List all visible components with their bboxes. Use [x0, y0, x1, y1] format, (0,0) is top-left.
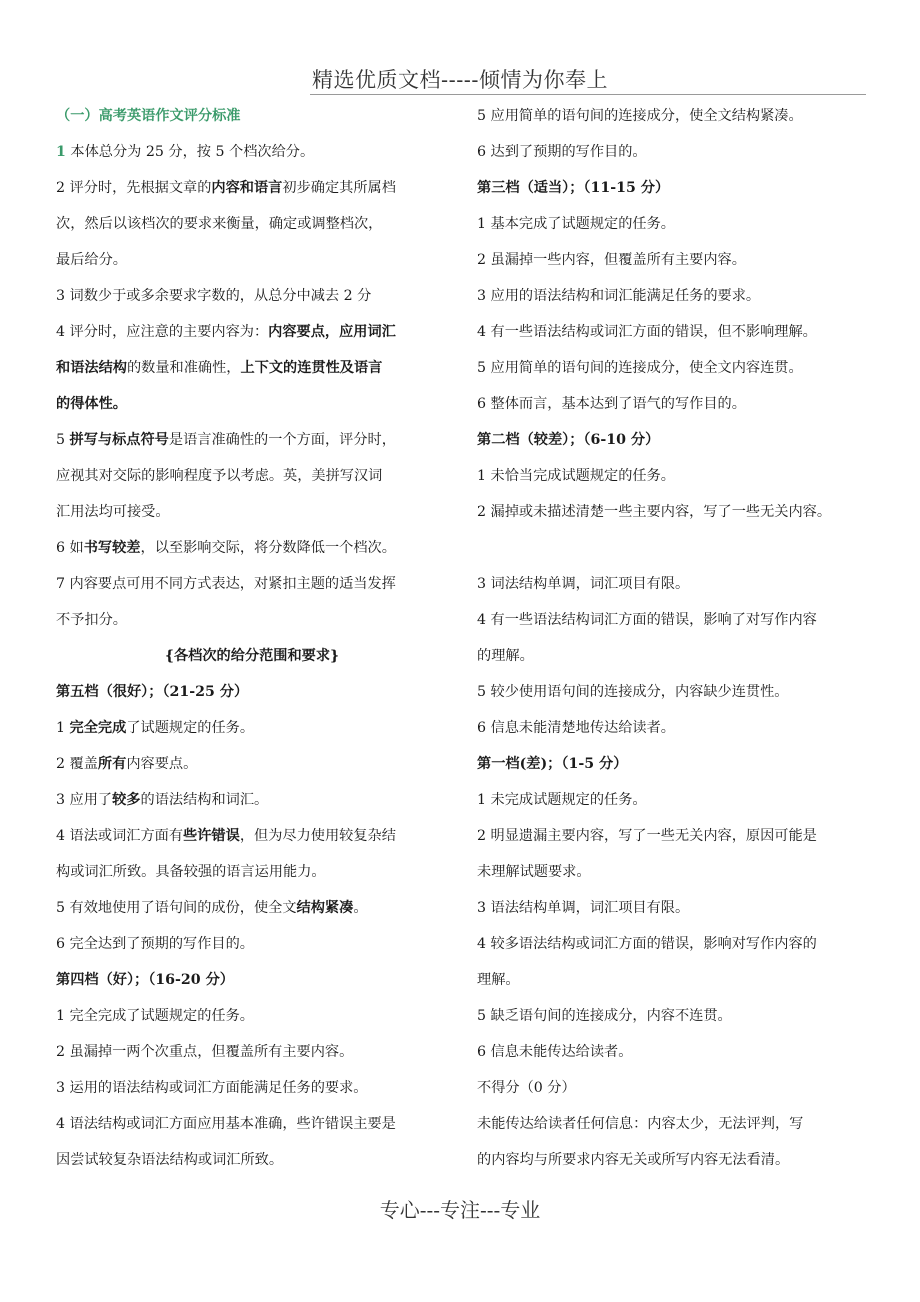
- emphasis-text: 内容和语言: [211, 180, 283, 196]
- emphasis-text: 拼写与标点符号: [69, 432, 169, 448]
- criteria-line: 1 完全完成了试题规定的任务。: [56, 1008, 254, 1024]
- rule-text: 是语言准确性的一个方面，评分时，: [168, 432, 396, 448]
- emphasis-text: 上下文的连贯性及语言: [240, 360, 383, 376]
- criteria-line: 未理解试题要求。: [477, 864, 591, 880]
- emphasis-text: 完全完成: [69, 720, 127, 736]
- rule-line: [56, 422, 448, 458]
- criteria-line: 6 信息未能传达给读者。: [477, 1044, 633, 1060]
- criteria-line: 理解。: [477, 972, 520, 988]
- rule-line: 应视其对交际的影响程度予以考虑。英，美拼写汉词: [56, 468, 383, 484]
- rule-text: 4 语法或词汇方面有: [56, 828, 184, 844]
- emphasis-text: 和语法结构: [56, 360, 127, 376]
- rule-text: 2 覆盖: [56, 756, 98, 772]
- criteria-line: 5 缺乏语句间的连接成分，内容不连贯。: [477, 1008, 732, 1024]
- criteria-line: 6 信息未能清楚地传达给读者。: [477, 720, 675, 736]
- criteria-line: 5 应用简单的语句间的连接成分，使全文结构紧凑。: [477, 108, 803, 124]
- criteria-line: 3 语法结构单调，词汇项目有限。: [477, 900, 690, 916]
- criteria-line: 的内容均与所要求内容无关或所写内容无法看清。: [477, 1152, 790, 1168]
- emphasis-text: 较多: [112, 792, 141, 808]
- section-heading: （一）高考英语作文评分标准: [56, 108, 241, 124]
- grade-heading: 第三档（适当）；（11-15 分）: [477, 180, 670, 196]
- criteria-line: 未能传达给读者任何信息：内容太少，无法评判，写: [477, 1116, 804, 1132]
- page-footer: 专心---专注---专业: [379, 1198, 541, 1222]
- criteria-line: [56, 710, 448, 746]
- rule-text: ，以至影响交际，将分数降低一个档次。: [140, 540, 396, 556]
- criteria-line: [56, 782, 448, 818]
- criteria-line: 2 虽漏掉一些内容，但覆盖所有主要内容。: [477, 252, 746, 268]
- criteria-line: 的理解。: [477, 648, 534, 664]
- rule-text: 3 应用了: [56, 792, 113, 808]
- criteria-line: [56, 746, 448, 782]
- rule-line: 3 词数少于或多余要求字数的，从总分中减去 2 分: [56, 288, 372, 304]
- rule-text: 5 有效地使用了语句间的成份，使全文: [56, 900, 297, 916]
- subsection-heading: {各档次的给分范围和要求}: [164, 648, 340, 664]
- rule-text: 2 评分时，先根据文章的: [56, 180, 212, 196]
- criteria-line: 4 有一些语法结构或词汇方面的错误，但不影响理解。: [477, 324, 817, 340]
- criteria-line: 4 有一些语法结构词汇方面的错误，影响了对写作内容: [477, 612, 817, 628]
- rule-number: 1: [56, 144, 66, 160]
- criteria-line: 3 运用的语法结构或词汇方面能满足任务的要求。: [56, 1080, 368, 1096]
- criteria-line: 3 应用的语法结构和词汇能满足任务的要求。: [477, 288, 761, 304]
- emphasis-text: 内容要点，应用词汇: [268, 324, 396, 340]
- rule-line: [56, 134, 448, 170]
- rule-text: ，但为尽力使用较复杂结: [239, 828, 396, 844]
- criteria-line: 1 未完成试题规定的任务。: [477, 792, 647, 808]
- grade-heading: 第五档（很好）；（21-25 分）: [56, 684, 249, 700]
- rule-line: 7 内容要点可用不同方式表达，对紧扣主题的适当发挥: [56, 576, 396, 592]
- rule-line: 不予扣分。: [56, 612, 127, 628]
- grade-heading: 第一档(差)；（1-5 分）: [477, 756, 628, 772]
- emphasis-text: 结构紧凑: [296, 900, 354, 916]
- criteria-line: 5 较少使用语句间的连接成分，内容缺少连贯性。: [477, 684, 789, 700]
- criteria-line: 1 未恰当完成试题规定的任务。: [477, 468, 675, 484]
- rule-line: 汇用法均可接受。: [56, 504, 170, 520]
- criteria-line: 6 完全达到了预期的写作目的。: [56, 936, 254, 952]
- rule-text: 。: [353, 900, 368, 916]
- rule-text: 初步确定其所属档: [282, 180, 396, 196]
- header-divider: [310, 94, 866, 95]
- criteria-line: 1 基本完成了试题规定的任务。: [477, 216, 675, 232]
- rule-line: 的得体性。: [56, 396, 127, 412]
- criteria-line: 2 明显遗漏主要内容，写了一些无关内容，原因可能是: [477, 828, 817, 844]
- rule-text: 的语法结构和词汇。: [140, 792, 269, 808]
- rule-text: 内容要点。: [126, 756, 198, 772]
- rule-line: 次，然后以该档次的要求来衡量，确定或调整档次，: [56, 216, 383, 232]
- criteria-line: 2 漏掉或未描述清楚一些主要内容，写了一些无关内容。: [477, 504, 832, 520]
- criteria-line: 因尝试较复杂语法结构或词汇所致。: [56, 1152, 284, 1168]
- emphasis-text: 所有: [97, 756, 127, 772]
- right-column: [477, 98, 877, 1178]
- criteria-line: 构或词汇所致。具备较强的语言运用能力。: [56, 864, 326, 880]
- criteria-line: 4 语法结构或词汇方面应用基本准确，些许错误主要是: [56, 1116, 396, 1132]
- rule-text: 6 如: [56, 540, 84, 556]
- left-column: [56, 98, 448, 1178]
- criteria-line: [56, 890, 448, 926]
- rule-text: 本体总分为 25 分，按 5 个档次给分。: [65, 144, 315, 160]
- rule-line: [56, 530, 448, 566]
- criteria-line: 6 整体而言，基本达到了语气的写作目的。: [477, 396, 746, 412]
- rule-line: [56, 314, 448, 350]
- blank-line: [477, 530, 877, 566]
- criteria-line: [56, 818, 448, 854]
- rule-text: 5: [56, 432, 70, 448]
- rule-line: [56, 350, 448, 386]
- rule-line: 最后给分。: [56, 252, 127, 268]
- criteria-line: 4 较多语法结构或词汇方面的错误，影响对写作内容的: [477, 936, 817, 952]
- page-header: 精选优质文档-----倾情为你奉上: [312, 68, 608, 92]
- grade-heading: 第二档（较差）；（6-10 分）: [477, 432, 660, 448]
- criteria-line: 5 应用简单的语句间的连接成分，使全文内容连贯。: [477, 360, 803, 376]
- rule-text: 4 评分时，应注意的主要内容为：: [56, 324, 269, 340]
- criteria-line: 3 词法结构单调，词汇项目有限。: [477, 576, 690, 592]
- emphasis-text: 些许错误: [183, 828, 240, 844]
- grade-heading: 第四档（好）；（16-20 分）: [56, 972, 234, 988]
- rule-text: 的数量和准确性，: [126, 360, 241, 376]
- criteria-line: 2 虽漏掉一两个次重点，但覆盖所有主要内容。: [56, 1044, 354, 1060]
- emphasis-text: 书写较差: [83, 540, 141, 556]
- rule-text: 1: [56, 720, 70, 736]
- rule-line: [56, 170, 448, 206]
- grade-heading: 不得分（0 分）: [477, 1080, 576, 1096]
- criteria-line: 6 达到了预期的写作目的。: [477, 144, 647, 160]
- rule-text: 了试题规定的任务。: [126, 720, 255, 736]
